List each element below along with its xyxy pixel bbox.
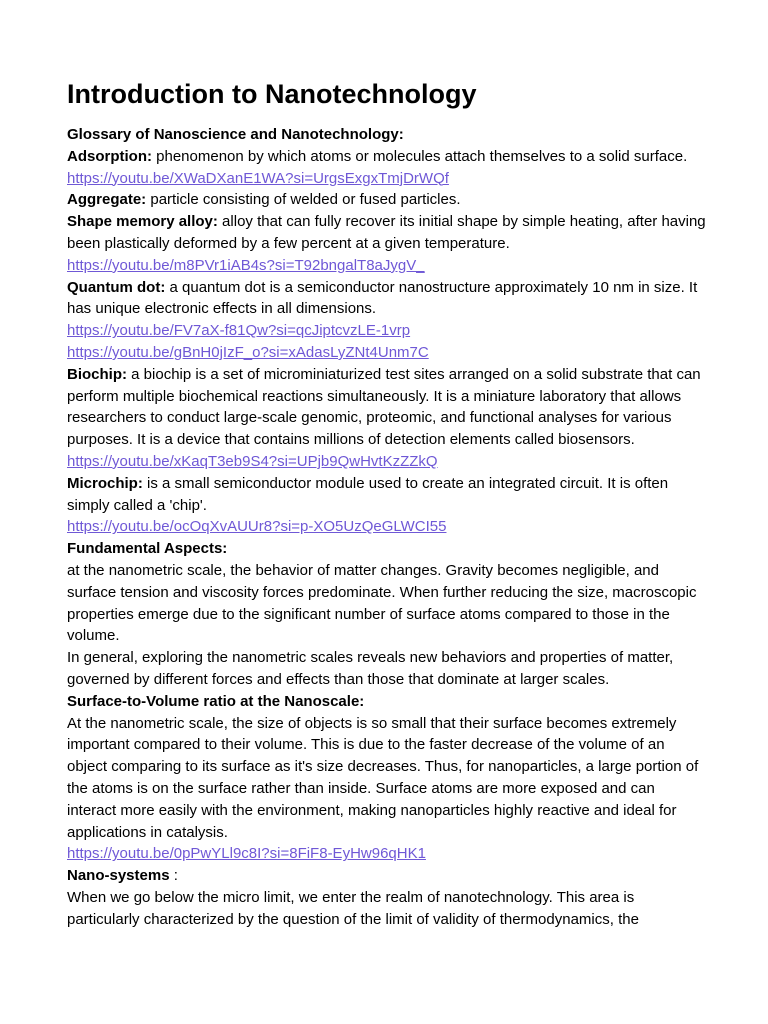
term-biochip: Biochip: [67, 365, 127, 383]
entry-adsorption [67, 146, 707, 168]
entry-shape-memory-alloy [67, 211, 707, 255]
term-aggregate: Aggregate: [67, 191, 147, 209]
nano-systems-heading-line [67, 865, 707, 887]
nano-systems-heading: Nano-systems [67, 867, 170, 885]
link-adsorption-video[interactable]: https://youtu.be/XWaDXanE1WA?si=UrgsExgxTmjDrWQf [67, 169, 449, 187]
entry-aggregate [67, 189, 707, 211]
term-shape-memory-alloy: Shape memory alloy: [67, 213, 218, 231]
page-title: Introduction to Nanotechnology [67, 79, 477, 109]
nano-systems-paragraph: When we go below the micro limit, we enter the realm of nanotechnology. This area is particularly characterized by the question of the limit of validity of thermodynamics, the [67, 888, 639, 928]
term-quantum-dot: Quantum dot: [67, 278, 166, 296]
def-shape-memory-alloy: alloy that can fully recover its initial shape by simple heating, after having been plastically deformed by a few percent at a given temperature. [67, 213, 706, 252]
surface-volume-paragraph: At the nanometric scale, the size of objects is so small that their surface becomes extremely important compared to their volume. This is due to the faster decrease of the volume of an object comparing to its surface as it's size decreases. Thus, for nanoparticles, a large portion of the atoms is on the surface rather than inside. Surface atoms are more exposed and can interact more easily with the environment, making nanoparticles highly reactive and ideal for applications in catalysis. [67, 714, 699, 841]
link-shape-memory-video[interactable]: https://youtu.be/m8PVr1iAB4s?si=T92bngalT8aJygV_ [67, 256, 425, 274]
def-microchip: is a small semiconductor module used to create an integrated circuit. It is often simply called a 'chip'. [67, 474, 669, 514]
term-adsorption: Adsorption: [67, 147, 152, 165]
def-aggregate: particle consisting of welded or fused particles. [146, 191, 461, 209]
fundamental-aspects-paragraph-2: In general, exploring the nanometric scales reveals new behaviors and properties of matter, governed by different forces and effects than those that dominate at larger scales. [67, 649, 674, 688]
def-adsorption: phenomenon by which atoms or molecules attach themselves to a solid surface. [151, 147, 688, 165]
def-quantum-dot: a quantum dot is a semiconductor nanostructure approximately 10 nm in size. It has unique electronic effects in all dimensions. [67, 278, 698, 318]
document-page [67, 74, 707, 930]
link-quantum-dot-video-1[interactable]: https://youtu.be/FV7aX-f81Qw?si=qcJiptcvzLE-1vrp [67, 322, 411, 340]
surface-volume-heading: Surface-to-Volume ratio at the Nanoscale: [67, 692, 365, 710]
glossary-heading: Glossary of Nanoscience and Nanotechnology: [67, 126, 404, 143]
link-microchip-video[interactable]: https://youtu.be/ocOqXvAUUr8?si=p-XO5UzQeGLWCI55 [67, 518, 447, 536]
fundamental-aspects-paragraph-1: at the nanometric scale, the behavior of matter changes. Gravity becomes negligible, and surface tension and viscosity forces predominate. When further reducing the size, macroscopic properties emerge due to the significant number of surface atoms compared to those in the volume. [67, 561, 697, 645]
entry-microchip [67, 473, 707, 517]
nano-systems-heading-suffix: : [169, 867, 178, 885]
link-quantum-dot-video-2[interactable]: https://youtu.be/gBnH0jIzF_o?si=xAdasLyZNt4Unm7C [67, 343, 429, 361]
term-microchip: Microchip: [67, 474, 143, 492]
def-biochip: a biochip is a set of microminiaturized test sites arranged on a solid substrate that can perform multiple biochemical reactions simultaneously. It is a miniature laboratory that allows researchers to conduct large-scale genomic, proteomic, and functional analyses for various purposes. It is a device that contains millions of detection elements called biosensors. [67, 365, 701, 449]
fundamental-aspects-heading: Fundamental Aspects: [67, 540, 228, 558]
entry-quantum-dot [67, 277, 707, 321]
entry-biochip [67, 364, 707, 451]
link-biochip-video[interactable]: https://youtu.be/xKaqT3eb9S4?si=UPjb9QwHvtKzZZkQ [67, 452, 438, 470]
link-surface-volume-video[interactable]: https://youtu.be/0pPwYLl9c8I?si=8FiF8-EyHw96qHK1 [67, 845, 426, 863]
